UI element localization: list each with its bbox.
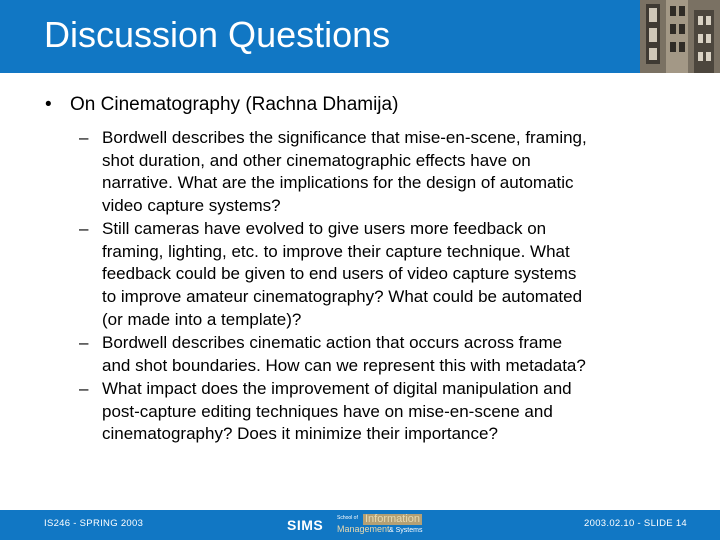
text-line: feedback could be given to end users of video capture systems: [102, 264, 577, 284]
text-line: cinematography? Does it minimize their importance?: [102, 424, 498, 444]
course-label: IS246 - SPRING 2003: [44, 518, 144, 529]
text-line: Bordwell describes the significance that mise-en-scene, framing,: [102, 128, 587, 147]
text-line: narrative. What are the implications for the design of automatic: [102, 173, 574, 193]
sub-bullet-text: [102, 218, 682, 332]
logo-information: Information: [365, 513, 421, 525]
logo-management: Management: [337, 524, 390, 534]
sub-bullet-text: [102, 378, 682, 446]
slide-number-label: 2003.02.10 - SLIDE 14: [584, 518, 687, 529]
sub-bullet-marker: –: [79, 128, 89, 147]
text-line: Bordwell describes cinematic action that occurs across frame: [102, 333, 563, 352]
sub-bullet-marker: –: [79, 219, 89, 238]
text-line: to improve amateur cinematography? What could be automated: [102, 287, 583, 307]
slide-title: Discussion Questions: [44, 14, 391, 55]
footer-bar: [0, 510, 720, 540]
text-line: video capture systems?: [102, 196, 281, 216]
text-line: framing, lighting, etc. to improve their capture technique. What: [102, 241, 570, 261]
sub-bullet-marker: –: [79, 333, 89, 352]
bullet-marker: •: [45, 94, 52, 115]
text-line: and shot boundaries. How can we represent this with metadata?: [102, 355, 586, 375]
sub-bullet-marker: –: [79, 379, 89, 398]
text-line: shot duration, and other cinematographic effects have on: [102, 150, 531, 170]
logo-systems: & Systems: [389, 527, 423, 534]
logo-sims-text: SIMS: [287, 517, 324, 533]
text-line: (or made into a template)?: [102, 309, 302, 329]
sub-bullet-text: [102, 332, 682, 377]
sims-logo: [287, 515, 435, 535]
building-photo-icon: [640, 0, 720, 73]
bullet-text: On Cinematography (Rachna Dhamija): [70, 94, 399, 115]
logo-school-of: School of: [337, 515, 358, 521]
text-line: What impact does the improvement of digital manipulation and: [102, 379, 572, 398]
header-bar: [0, 0, 720, 73]
sub-bullet-text: [102, 127, 682, 218]
text-line: Still cameras have evolved to give users more feedback on: [102, 219, 547, 238]
text-line: post-capture editing techniques have on mise-en-scene and: [102, 401, 553, 421]
